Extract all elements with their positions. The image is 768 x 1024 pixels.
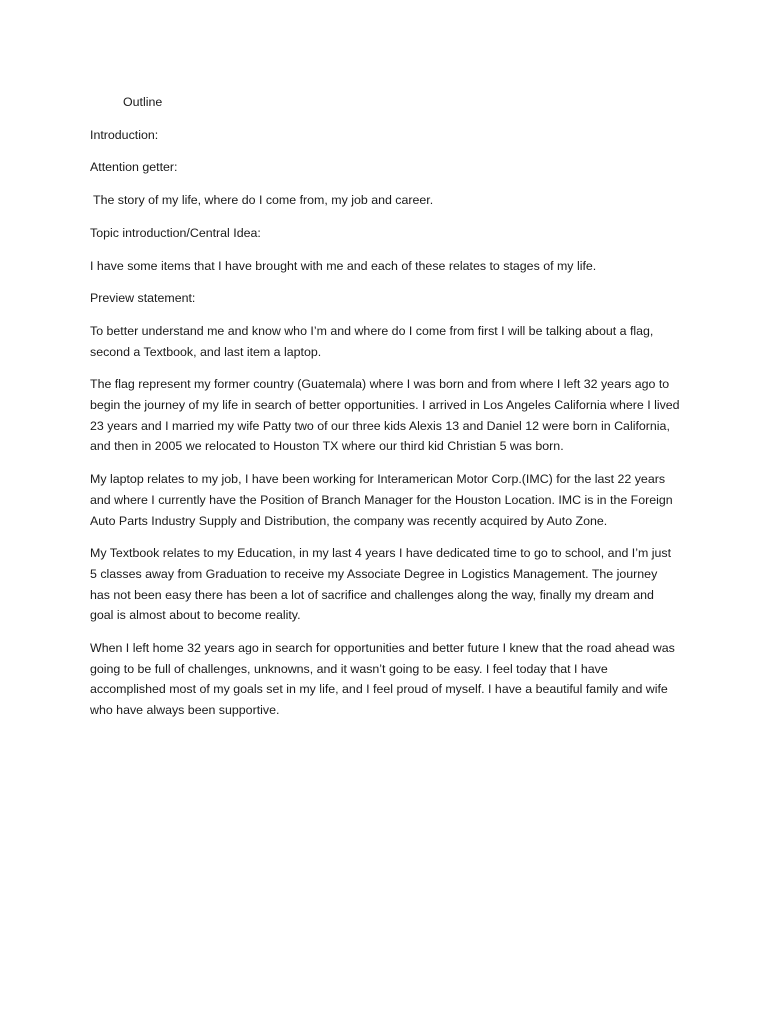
preview-statement-heading: Preview statement: [90,291,196,306]
laptop-paragraph: My laptop relates to my job, I have been working for Interamerican Motor Corp.(IMC) for the last 22 years and where I currently have the Position of Branch Manager for the Houston Location. IMC is in the Foreign Auto Parts Industry Supply and Distribution, the company was recently acquired by Auto Zone. [90,472,673,528]
attention-getter-text: The story of my life, where do I come from, my job and career. [93,193,434,208]
document-body [90,92,680,733]
document-title: Outline [123,95,163,109]
topic-introduction-text: I have some items that I have brought with me and each of these relates to stages of my life. [90,258,597,273]
preview-statement-text: To better understand me and know who I’m and where do I come from first I will be talking about a flag, second a Textbook, and last item a laptop. [90,323,654,359]
attention-getter-heading: Attention getter: [90,160,178,175]
topic-introduction-heading: Topic introduction/Central Idea: [90,225,261,240]
introduction-heading: Introduction: [90,127,159,142]
flag-paragraph: The flag represent my former country (Guatemala) where I was born and from where I left 32 years ago to begin the journey of my life in search of better opportunities. I arrived in Los Angeles California where I lived 23 years and I married my wife Patty two of our three kids Alexis 13 and Daniel 12 were born in California, and then in 2005 we relocated to Houston TX where our third kid Christian 5 was born. [90,377,680,454]
conclusion-paragraph: When I left home 32 years ago in search for opportunities and better future I knew that the road ahead was going to be full of challenges, unknowns, and it wasn’t going to be easy. I feel today that I have accomplished most of my goals set in my life, and I feel proud of myself. I have a beautiful family and wife who have always been supportive. [90,641,675,718]
textbook-paragraph: My Textbook relates to my Education, in my last 4 years I have dedicated time to go to school, and I’m just 5 classes away from Graduation to receive my Associate Degree in Logistics Management. The journey has not been easy there has been a lot of sacrifice and challenges along the way, finally my dream and goal is almost about to become reality. [90,546,672,623]
